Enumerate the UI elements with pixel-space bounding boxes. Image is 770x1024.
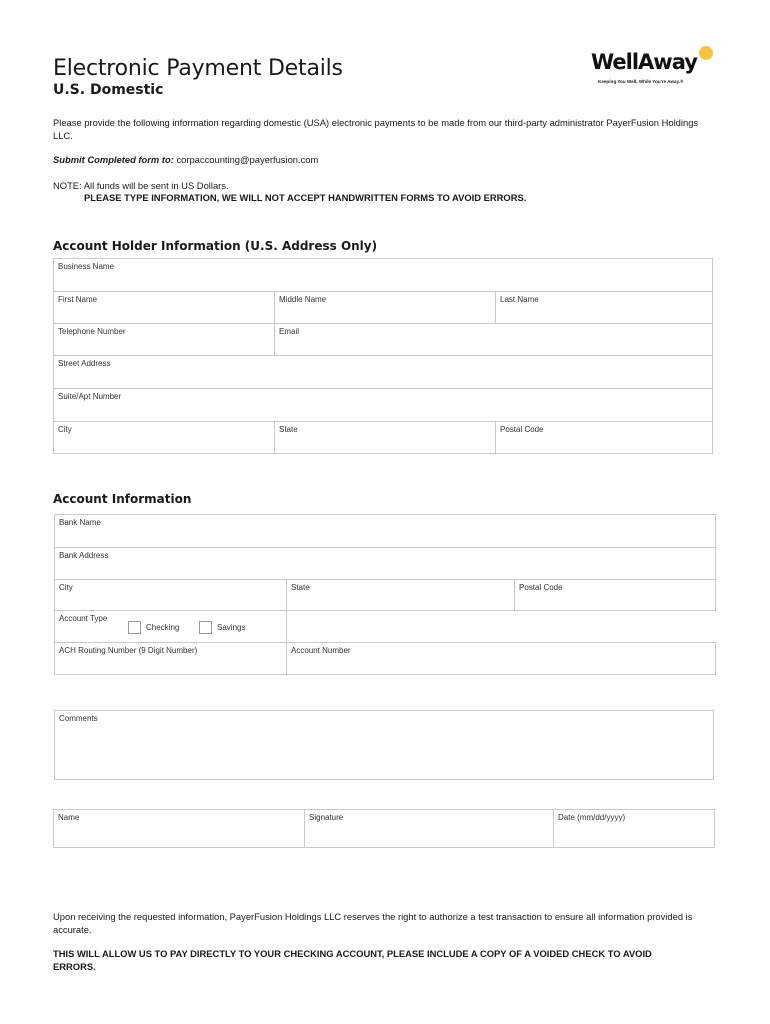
middle-name-field[interactable] <box>274 291 496 324</box>
checking-label: Checking <box>146 623 180 632</box>
last-name-field[interactable] <box>495 291 713 324</box>
field-label: Business Name <box>58 262 115 271</box>
field-label: Name <box>58 813 80 822</box>
account-info-heading: Account Information <box>53 492 192 506</box>
field-label: Postal Code <box>500 425 544 434</box>
warning-text: PLEASE TYPE INFORMATION, WE WILL NOT ACCEPT HANDWRITTEN FORMS TO AVOID ERRORS. <box>84 192 527 203</box>
footer-warning: THIS WILL ALLOW US TO PAY DIRECTLY TO YOUR CHECKING ACCOUNT, PLEASE INCLUDE A COPY OF A VOIDED CHECK TO AVOID ERRORS. <box>53 948 652 972</box>
field-label: City <box>59 583 73 592</box>
field-label: Postal Code <box>519 583 563 592</box>
date-field[interactable] <box>553 809 715 848</box>
bank-address-field[interactable] <box>54 547 716 580</box>
account-type-field <box>54 610 287 643</box>
bank-state-field[interactable] <box>286 579 515 611</box>
field-label: Telephone Number <box>58 327 126 336</box>
field-label: Suite/Apt Number <box>58 392 122 401</box>
logo-sun-icon <box>699 46 713 60</box>
field-label: State <box>291 583 310 592</box>
field-label: ACH Routing Number (9 Digit Number) <box>59 646 198 655</box>
note-text: NOTE: All funds will be sent in US Dollars. <box>53 180 229 191</box>
postal-code-field[interactable] <box>495 421 713 454</box>
telephone-field[interactable] <box>53 323 275 356</box>
email-field[interactable] <box>274 323 713 356</box>
logo-wordmark: WellAway <box>591 50 697 74</box>
submit-email[interactable]: corpaccounting@payerfusion.com <box>176 154 319 165</box>
signature-field[interactable] <box>304 809 554 848</box>
name-field[interactable] <box>53 809 305 848</box>
suite-field[interactable] <box>53 388 713 422</box>
field-label: First Name <box>58 295 98 304</box>
field-label: Comments <box>59 714 98 723</box>
field-label: Last Name <box>500 295 539 304</box>
checking-checkbox[interactable] <box>128 621 141 634</box>
field-label: Signature <box>309 813 344 822</box>
submit-line <box>53 154 713 167</box>
state-field[interactable] <box>274 421 496 454</box>
field-label: City <box>58 425 72 434</box>
logo-tagline: Keeping You Well, While You're Away.® <box>598 79 684 84</box>
account-type-blank <box>286 610 716 643</box>
field-label: Middle Name <box>279 295 327 304</box>
field-label: Bank Name <box>59 518 101 527</box>
field-label: Date (mm/dd/yyyy) <box>558 813 626 822</box>
field-label: Street Address <box>58 359 111 368</box>
intro-text: Please provide the following information regarding domestic (USA) electronic payments to be made from our third-party administrator PayerFusion Holdings LLC. <box>53 117 699 141</box>
street-address-field[interactable] <box>53 355 713 389</box>
routing-number-field[interactable] <box>54 642 287 675</box>
page-title: Electronic Payment Details <box>53 56 343 81</box>
business-name-field[interactable] <box>53 258 713 292</box>
footer-text: Upon receiving the requested information, PayerFusion Holdings LLC reserves the right to authorize a test transaction to ensure all information provided is accurate. <box>53 911 693 935</box>
bank-postal-code-field[interactable] <box>514 579 716 611</box>
first-name-field[interactable] <box>53 291 275 324</box>
account-number-field[interactable] <box>286 642 716 675</box>
field-label: Account Number <box>291 646 351 655</box>
comments-field[interactable] <box>54 710 714 780</box>
field-label: State <box>279 425 298 434</box>
field-label: Account Type <box>59 614 108 623</box>
city-field[interactable] <box>53 421 275 454</box>
savings-checkbox[interactable] <box>199 621 212 634</box>
bank-name-field[interactable] <box>54 514 716 548</box>
account-holder-heading: Account Holder Information (U.S. Address Only) <box>53 239 378 253</box>
bank-city-field[interactable] <box>54 579 287 611</box>
field-label: Email <box>279 327 300 336</box>
page-subtitle: U.S. Domestic <box>53 82 164 98</box>
wellaway-logo <box>591 46 717 90</box>
savings-label: Savings <box>217 623 246 632</box>
submit-label: Submit Completed form to: <box>53 154 174 165</box>
field-label: Bank Address <box>59 551 109 560</box>
